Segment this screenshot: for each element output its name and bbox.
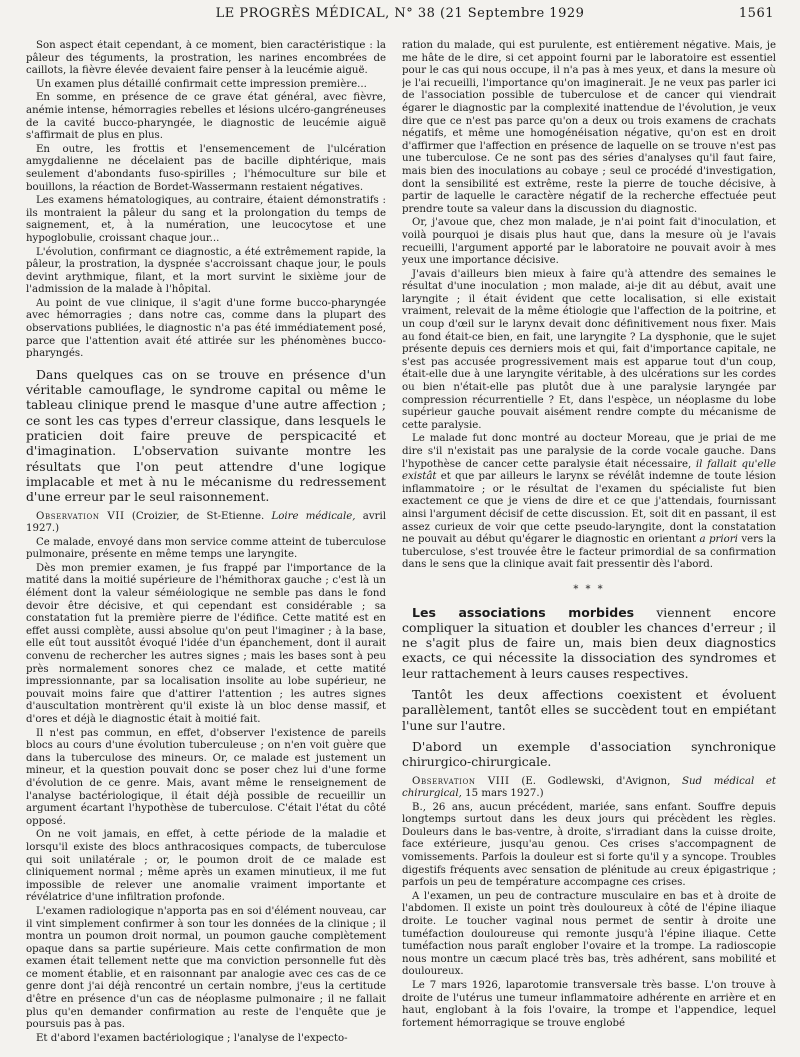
large-type-paragraph (402, 605, 776, 681)
text-run: et que par ailleurs le larynx se révélât indemne de toute lésion inflammatoire ; or le résultat de l'examen du spécialiste fut bien exactement ce que je viens de dire et ce que j'attendais, fournissant ainsi l'argument décisif de cette discussion. Et, soit dit en passant, il est assez curieux de voir que cette pseudo-laryngite, dont la constatation ne pouvait au début qu'égarer le diagnostic en orientant (402, 471, 776, 546)
italic-text-run: il fallait qu'elle existât (402, 458, 776, 483)
paragraph: Et d'abord l'examen bactériologique ; l'analyse de l'expecto- (36, 1032, 348, 1044)
paragraph: Son aspect était cependant, à ce moment, bien caractéristique : la pâleur des téguments, la prostration, les narines encombrées de caillots, la fièvre élevée devaient faire penser à la leucémie aiguë. (26, 40, 386, 77)
observation-source: Sud médical et chirurgical, (402, 775, 776, 800)
observation-date: avril 1927.) (26, 510, 386, 535)
page-number: 1561 (738, 6, 774, 21)
observation-heading (402, 776, 776, 801)
paragraph: En somme, en présence de ce grave état général, avec fièvre, anémie intense, hémorragies rebelles et lésions ulcéro-gangréneuses de la cavité bucco-pharyngée, le diagnostic de leucémie aiguë s'affirmait de plus en plus. (26, 92, 386, 142)
text-run: vers la tuberculose, s'est trouvée être le facteur primordial de sa confirmation dans le sens que la clinique avait fait pressentir dès l'abord. (402, 534, 776, 571)
left-column (26, 40, 386, 1050)
paragraph: ration du malade, qui est purulente, est entièrement négative. Mais, je me hâte de le dire, si cet appoint fourni par le laboratoire est essentiel pour le cas qui nous occupe, il n'a pas à mes yeux, et dans la mesure où je l'ai recueilli, l'importance qu'on imaginerait. Je ne veux pas parler ici de l'association possible de tuberculose et de cancer qui viendrait égarer le diagnostic par la complexité inattendue de l'évolution, je veux dire que ce n'est pas parce qu'on a deux ou trois examens de crachats négatifs, et même une homogénéisation négative, qu'on est en droit d'affirmer que l'affection en présence de laquelle on se trouve n'est pas une tuberculose. Ce ne sont pas des séries d'analyses qu'il faut faire, mais bien des inoculations au cobaye ; seul ce procédé d'investigation, dont la sensibilité est extrême, reste la pierre de touche décisive, à partir de laquelle le caractère négatif de la recherche effectuée peut prendre toute sa valeur dans la discussion du diagnostic. (402, 40, 776, 215)
paragraph: Les examens hématologiques, au contraire, étaient démonstratifs : ils montraient la pâleur du sang et la prolongation du temps de saignement, et, à la numération, une leucocytose et une hypoglobulie, croissant chaque jour... (26, 195, 386, 244)
italic-text-run: a priori (699, 534, 738, 546)
paragraph: On ne voit jamais, en effet, à cette période de la maladie et lorsqu'il existe des blocs anthracosiques compacts, de tuberculose qui soit unilatérale ; or, le poumon droit de ce malade est cliniquement normal ; même après un examen minutieux, il me fut impossible de relever une anomalie vraiment importante et révélatrice d'une infiltration profonde. (26, 829, 386, 904)
paragraph: A l'examen, un peu de contracture musculaire en bas et à droite de l'abdomen. Il existe un point très douloureux à côté de l'épine iliaque droite. Le toucher vaginal nous permet de sentir à droite une tuméfaction douloureuse qui remonte jusqu'à l'épine iliaque. Cette tuméfaction nous paraît englober l'ovaire et la trompe. La radioscopie nous montre un cæcum placé très bas, très adhérent, sans mobilité et douloureux. (402, 890, 776, 978)
observation-author: (E. Godlewski, d'Avignon, (521, 775, 671, 787)
paragraph: Un examen plus détaillé confirmait cette impression première... (36, 78, 367, 90)
paragraph: Il n'est pas commun, en effet, d'observer l'existence de pareils blocs au cours d'une évolution tuberculeuse ; on n'en voit guère que dans la tuberculose des mineurs. Or, ce malade est justement un mineur, et la question pouvait donc se poser chez lui d'une forme d'évolution de ce genre. Mais, avant même le renseignement de l'analyse bactériologique, il était déjà possible de recueillir un argument écartant l'hypothèse de tuberculose. C'était l'état du côté opposé. (26, 727, 386, 827)
paragraph (402, 433, 776, 572)
large-type-paragraph: D'abord un exemple d'association synchronique chirurgico-chirurgicale. (402, 738, 776, 770)
paragraph: Or, j'avoue que, chez mon malade, je n'ai point fait d'inoculation, et voilà pourquoi je disais plus haut que, dans la mesure où je l'avais recueilli, l'argument apporté par le laboratoire ne pouvait avoir à mes yeux une importance décisive. (402, 217, 776, 267)
observation-author: (Croizier, de St-Etienne. (131, 510, 265, 522)
running-title: LE PROGRÈS MÉDICAL, N° 38 (21 Septembre 1929 (215, 6, 585, 21)
paragraph: B., 26 ans, aucun précédent, mariée, sans enfant. Souffre depuis longtemps surtout dans les deux jours qui précèdent les règles. Douleurs dans le bas-ventre, à droite, s'irradiant dans la cuisse droite, face extérieure, jusqu'au genou. Ces crises s'accompagnent de vomissements. Parfois la douleur est si forte qu'il y a syncope. Troubles digestifs fréquents avec sensation de plénitude au creux épigastrique ; parfois un peu de température accompagne ces crises. (402, 801, 776, 889)
paragraph: Dès mon premier examen, je fus frappé par l'importance de la matité dans la moitié supérieure de l'hémithorax gauche ; c'est là un élément dont la valeur séméiologique ne semble pas dans le fond devoir être décisive, et qui cependant est considérable ; sa constatation fut la première pierre de l'édifice. Cette matité est en effet aussi complète, aussi absolue qu'on peut l'imaginer ; à la base, elle eût tout aussitôt évoqué l'idée d'un épanchement, dont il aurait convenu de rechercher les autres signes ; mais les bases sont à peu près normalement sonores chez ce malade, et cette matité impressionnante, par sa localisation insolite au lobe supérieur, ne pouvait moins faire que d'attirer l'attention ; les autres signes d'auscultation montrèrent qu'il existe là un bloc dense massif, et d'ores et déjà le diagnostic était à moitié fait. (26, 562, 386, 726)
paragraph: J'avais d'ailleurs bien mieux à faire qu'à attendre des semaines le résultat d'une inoculation ; mon malade, ai-je dit au début, avait une laryngite ; il était évident que cette localisation, si elle existait vraiment, relevait de la même étiologie que l'affection de la poitrine, et un coup d'œil sur le larynx devait donc définitivement nous fixer. Mais au fond était-ce bien, en fait, une laryngite ? La dysphonie, que le sujet présente depuis ces derniers mois et qui, fait d'importance capitale, ne s'est pas accusée progressivement mais est apparue tout d'un coup, était-elle due à une laryngite véritable, à des ulcérations sur les cordes ou bien n'était-elle pas plutôt due à une paralysie laryngée par compression récurrentielle ? Et, dans l'espèce, un néoplasme du lobe supérieur gauche pouvait aisément rendre compte du mécanisme de cette paralysie. (402, 268, 776, 431)
section-divider-stars: * * * (573, 583, 605, 595)
paragraph: Le 7 mars 1926, laparotomie transversale très basse. L'on trouve à droite de l'utérus une tumeur inflammatoire adhérente en arrière et en haut, englobant à la fois l'ovaire, la trompe et l'appendice, lequel fortement hémorragique se trouve englobé (402, 980, 776, 1029)
paragraph: L'examen radiologique n'apporta pas en soi d'élément nouveau, car il vint simplement confirmer à son tour les données de la clinique ; il montra un poumon droit normal, un poumon gauche complètement opaque dans sa partie supérieure. Mais cette confirmation de mon examen était tellement nette que ma conviction personnelle fut dès ce moment établie, et en raisonnant par analogie avec ces cas de ce genre dont j'ai déjà rencontré un certain nombre, j'eus la certitude d'être en présence d'un cas de néoplasme pulmonaire ; il ne fallait plus qu'en demander confirmation au reste de l'enquête que je poursuis pas à pas. (26, 905, 386, 1031)
observation-number: Observation VIII (412, 775, 510, 787)
large-type-paragraph: Dans quelques cas on se trouve en présence d'un véritable camouflage, le syndrome capital ou même le tableau clinique prend le masque d'une autre affection ; ce sont les cas types d'erreur classique, dans lesquels le praticien doit faire preuve de perspicacité et d'imagination. L'observation suivante montre les résultats que l'on peut attendre d'une logique implacable et met à nu le mécanisme du redressement d'une erreur par le seul raisonnement. (26, 366, 386, 505)
text-run: viennent encore compliquer la situation et doubler les chances d'erreur ; il ne s'agit plus de faire un, mais bien deux diagnostics exacts, ce qui nécessite la dissociation des syndromes et leur rattachement à leurs causes respectives. (402, 604, 776, 681)
observation-date: 15 mars 1927.) (465, 788, 544, 800)
paragraph: En outre, les frottis et l'ensemencement de l'ulcération amygdalienne ne décelaient pas de bacille diphtérique, mais seulement d'abondants fuso-spirilles ; l'hémoculture sur bile et bouillons, la réaction de Bordet-Wassermann restaient négatives. (26, 143, 386, 193)
paragraph: Ce malade, envoyé dans mon service comme atteint de tuberculose pulmonaire, présente en même temps une laryngite. (26, 536, 386, 561)
text-run: Le malade fut donc montré au docteur Moreau, que je priai de me dire s'il n'existait pas une paralysie de la corde vocale gauche. Dans l'hypothèse de cancer cette paralysie était nécessaire, (402, 433, 776, 470)
observation-heading (26, 511, 386, 536)
page-header (0, 6, 800, 28)
paragraph: Au point de vue clinique, il s'agit d'une forme bucco-pharyngée avec hémorragies ; dans notre cas, comme dans la plupart des observations publiées, le diagnostic n'a pas été immédiatement posé, parce que l'attention avait été attirée sur les phénomènes bucco-pharyngés. (26, 297, 386, 360)
observation-number: Observation VII (36, 510, 125, 522)
observation-source: Loire médicale, (271, 510, 356, 522)
paragraph: L'évolution, confirmant ce diagnostic, a été extrêmement rapide, la pâleur, la prostration, la dyspnée s'accroissant chaque jour, le pouls devint arythmique, filant, et la mort survint le sixième jour de l'admission de la malade à l'hôpital. (26, 246, 386, 296)
section-title: Les associations morbides (412, 604, 635, 620)
large-type-paragraph: Tantôt les deux affections coexistent et évoluent parallèlement, tantôt elles se succèdent tout en empiétant l'une sur l'autre. (402, 687, 776, 733)
right-column (402, 40, 776, 1050)
